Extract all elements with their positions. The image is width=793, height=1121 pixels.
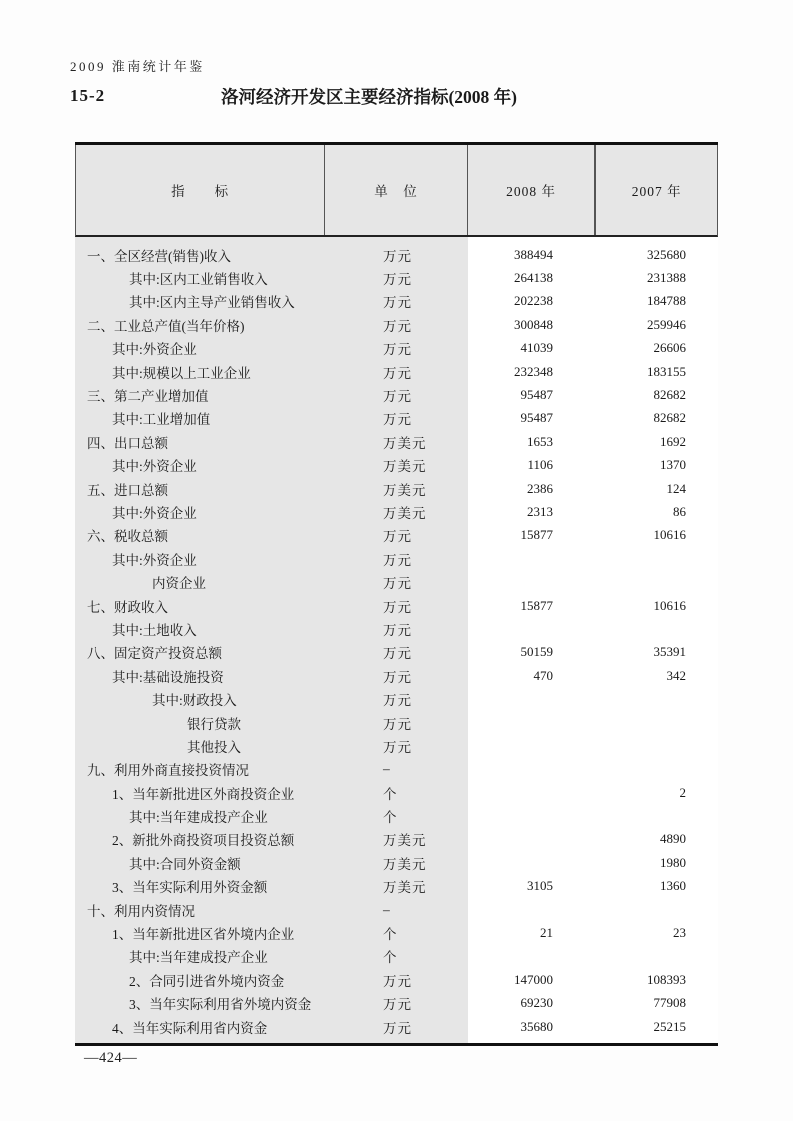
value-2007-cell: 4890 (660, 831, 686, 847)
indicator-cell: 其中:财政投入 (152, 693, 237, 709)
indicator-cell: 其中:基础设施投资 (112, 669, 224, 685)
indicator-cell: 1、当年新批进区省外境内企业 (112, 927, 295, 943)
value-2008-cell: 202238 (514, 293, 553, 309)
value-2007-cell: 231388 (647, 270, 686, 286)
table-row (75, 875, 718, 898)
value-2007-cell: 1370 (660, 457, 686, 473)
unit-cell: 万元 (383, 669, 412, 685)
value-2007-cell: 10616 (653, 527, 686, 543)
value-2007-cell: 259946 (647, 316, 686, 332)
indicator-cell: 其中:工业增加值 (112, 412, 211, 428)
value-2007-cell: 1360 (660, 878, 686, 894)
indicator-cell: 其中:合同外资金额 (129, 856, 241, 872)
table-row (75, 1015, 718, 1038)
indicator-cell: 十、利用内资情况 (87, 903, 195, 919)
table-row (75, 992, 718, 1015)
table-row (75, 945, 718, 968)
table-row (75, 898, 718, 921)
value-2008-cell: 147000 (514, 971, 553, 987)
value-2008-cell: 2313 (527, 503, 553, 519)
indicator-cell: 银行贷款 (187, 716, 241, 732)
indicator-cell: 七、财政收入 (87, 599, 168, 615)
indicator-cell: 其中:外资企业 (112, 342, 197, 358)
table-row (75, 547, 718, 570)
table-row (75, 734, 718, 757)
unit-cell: 万元 (383, 693, 412, 709)
col-header-2008: 2008 年 (468, 145, 597, 235)
table-row (75, 337, 718, 360)
value-2008-cell: 50159 (520, 644, 553, 660)
unit-cell: 万元 (383, 295, 412, 311)
table-row (75, 781, 718, 804)
unit-cell: 个 (383, 786, 398, 802)
value-2008-cell: 264138 (514, 270, 553, 286)
unit-cell: 万元 (383, 318, 412, 334)
indicator-cell: 其中:规模以上工业企业 (112, 365, 251, 381)
unit-cell: 万美元 (383, 435, 427, 451)
table-row (75, 454, 718, 477)
value-2007-cell: 82682 (653, 410, 686, 426)
table-row (75, 664, 718, 687)
running-header: 2009 淮南统计年鉴 (70, 59, 205, 74)
value-2008-cell: 69230 (520, 995, 553, 1011)
unit-cell: 万元 (383, 716, 412, 732)
indicator-cell: 五、进口总额 (87, 482, 168, 498)
indicator-cell: 六、税收总额 (87, 529, 168, 545)
unit-cell: 万元 (383, 389, 412, 405)
value-2008-cell: 15877 (520, 597, 553, 613)
value-2007-cell: 35391 (653, 644, 686, 660)
table-row (75, 570, 718, 593)
table-row (75, 407, 718, 430)
indicator-cell: 其中:外资企业 (112, 552, 197, 568)
unit-cell: 万美元 (383, 505, 427, 521)
indicator-cell: 三、第二产业增加值 (87, 389, 209, 405)
value-2007-cell: 342 (666, 667, 686, 683)
value-2008-cell: 41039 (520, 340, 553, 356)
title-row (70, 84, 723, 110)
table-row (75, 266, 718, 289)
value-2007-cell: 124 (666, 480, 686, 496)
unit-cell: 万元 (383, 739, 412, 755)
table-row (75, 804, 718, 827)
unit-cell: 万元 (383, 272, 412, 288)
table-row (75, 921, 718, 944)
indicator-cell: 九、利用外商直接投资情况 (87, 763, 249, 779)
value-2007-cell: 86 (673, 503, 686, 519)
table-row (75, 641, 718, 664)
col-header-2007: 2007 年 (631, 184, 682, 199)
value-2008-cell: 3105 (527, 878, 553, 894)
indicator-cell: 4、当年实际利用省内资金 (112, 1020, 268, 1036)
table-row (75, 968, 718, 991)
unit-cell: 万元 (383, 973, 412, 989)
table-row (75, 500, 718, 523)
table-row (75, 828, 718, 851)
value-2007-cell: 26606 (653, 340, 686, 356)
table-row (75, 594, 718, 617)
value-2008-cell: 15877 (520, 527, 553, 543)
table-row (75, 851, 718, 874)
indicator-cell: 二、工业总产值(当年价格) (87, 318, 245, 334)
table-row (75, 617, 718, 640)
value-2007-cell: 108393 (647, 971, 686, 987)
table-row (75, 313, 718, 336)
table-row (75, 524, 718, 547)
value-2008-cell: 95487 (520, 410, 553, 426)
unit-cell: 万元 (383, 412, 412, 428)
unit-cell: 万元 (383, 552, 412, 568)
unit-cell: 万元 (383, 646, 412, 662)
indicator-cell: 其中:区内工业销售收入 (129, 272, 268, 288)
indicator-cell: 八、固定资产投资总额 (87, 646, 222, 662)
value-2008-cell: 470 (533, 667, 553, 683)
unit-cell: 万美元 (383, 856, 427, 872)
value-2007-cell: 325680 (647, 246, 686, 262)
page-number: —424— (84, 1050, 138, 1066)
value-2008-cell: 300848 (514, 316, 553, 332)
value-2007-cell: 10616 (653, 597, 686, 613)
value-2008-cell: 95487 (520, 387, 553, 403)
unit-cell: 万元 (383, 599, 412, 615)
unit-cell: 万元 (383, 997, 412, 1013)
indicator-cell: 其中:外资企业 (112, 459, 197, 475)
indicator-cell: 2、合同引进省外境内资金 (129, 973, 285, 989)
value-2008-cell: 2386 (527, 480, 553, 496)
unit-cell: 万元 (383, 365, 412, 381)
unit-cell: – (383, 761, 391, 777)
table-row (75, 243, 718, 266)
value-2007-cell: 23 (673, 925, 686, 941)
table-number: 15-2 (70, 86, 106, 105)
indicator-cell: 3、当年实际利用外资金额 (112, 880, 268, 896)
page-title: 洛河经济开发区主要经济指标(2008 年) (220, 87, 518, 107)
table-header-row (75, 145, 718, 237)
table-body (75, 237, 718, 1043)
statistics-table (75, 142, 718, 1046)
unit-cell: 万元 (383, 576, 412, 592)
value-2007-cell: 25215 (653, 1018, 686, 1034)
value-2007-cell: 184788 (647, 293, 686, 309)
indicator-cell: 其中:当年建成投产企业 (129, 950, 268, 966)
indicator-cell: 其中:土地收入 (112, 622, 197, 638)
indicator-cell: 其中:外资企业 (112, 505, 197, 521)
value-2008-cell: 1106 (527, 457, 553, 473)
unit-cell: 万元 (383, 529, 412, 545)
col-header-indicator: 指 标 (76, 145, 325, 235)
unit-cell: 万元 (383, 1020, 412, 1036)
unit-cell: 万美元 (383, 880, 427, 896)
unit-cell: 个 (383, 927, 398, 943)
indicator-cell: 四、出口总额 (87, 435, 168, 451)
value-2008-cell: 21 (540, 925, 553, 941)
value-2008-cell: 1653 (527, 433, 553, 449)
unit-cell: 万美元 (383, 459, 427, 475)
indicator-cell: 一、全区经营(销售)收入 (87, 248, 231, 264)
indicator-cell: 3、当年实际利用省外境内资金 (129, 997, 312, 1013)
indicator-cell: 其他投入 (187, 739, 241, 755)
indicator-cell: 内资企业 (152, 576, 206, 592)
table-row (75, 477, 718, 500)
table-row (75, 687, 718, 710)
table-row (75, 360, 718, 383)
indicator-cell: 其中:区内主导产业销售收入 (129, 295, 295, 311)
unit-cell: 万元 (383, 248, 412, 264)
value-2008-cell: 388494 (514, 246, 553, 262)
indicator-cell: 1、当年新批进区外商投资企业 (112, 786, 295, 802)
value-2007-cell: 82682 (653, 387, 686, 403)
indicator-cell: 2、新批外商投资项目投资总额 (112, 833, 295, 849)
table-row (75, 711, 718, 734)
value-2007-cell: 1980 (660, 854, 686, 870)
value-2008-cell: 232348 (514, 363, 553, 379)
table-row (75, 758, 718, 781)
unit-cell: 万元 (383, 342, 412, 358)
table-row (75, 383, 718, 406)
unit-cell: – (383, 901, 391, 917)
unit-cell: 万元 (383, 622, 412, 638)
value-2007-cell: 183155 (647, 363, 686, 379)
table-row (75, 290, 718, 313)
table-row (75, 430, 718, 453)
unit-cell: 个 (383, 950, 398, 966)
indicator-cell: 其中:当年建成投产企业 (129, 810, 268, 826)
value-2007-cell: 77908 (653, 995, 686, 1011)
unit-cell: 万美元 (383, 482, 427, 498)
col-header-unit: 单 位 (325, 145, 468, 235)
value-2007-cell: 2 (679, 784, 686, 800)
value-2007-cell: 1692 (660, 433, 686, 449)
unit-cell: 个 (383, 810, 398, 826)
value-2008-cell: 35680 (520, 1018, 553, 1034)
unit-cell: 万美元 (383, 833, 427, 849)
